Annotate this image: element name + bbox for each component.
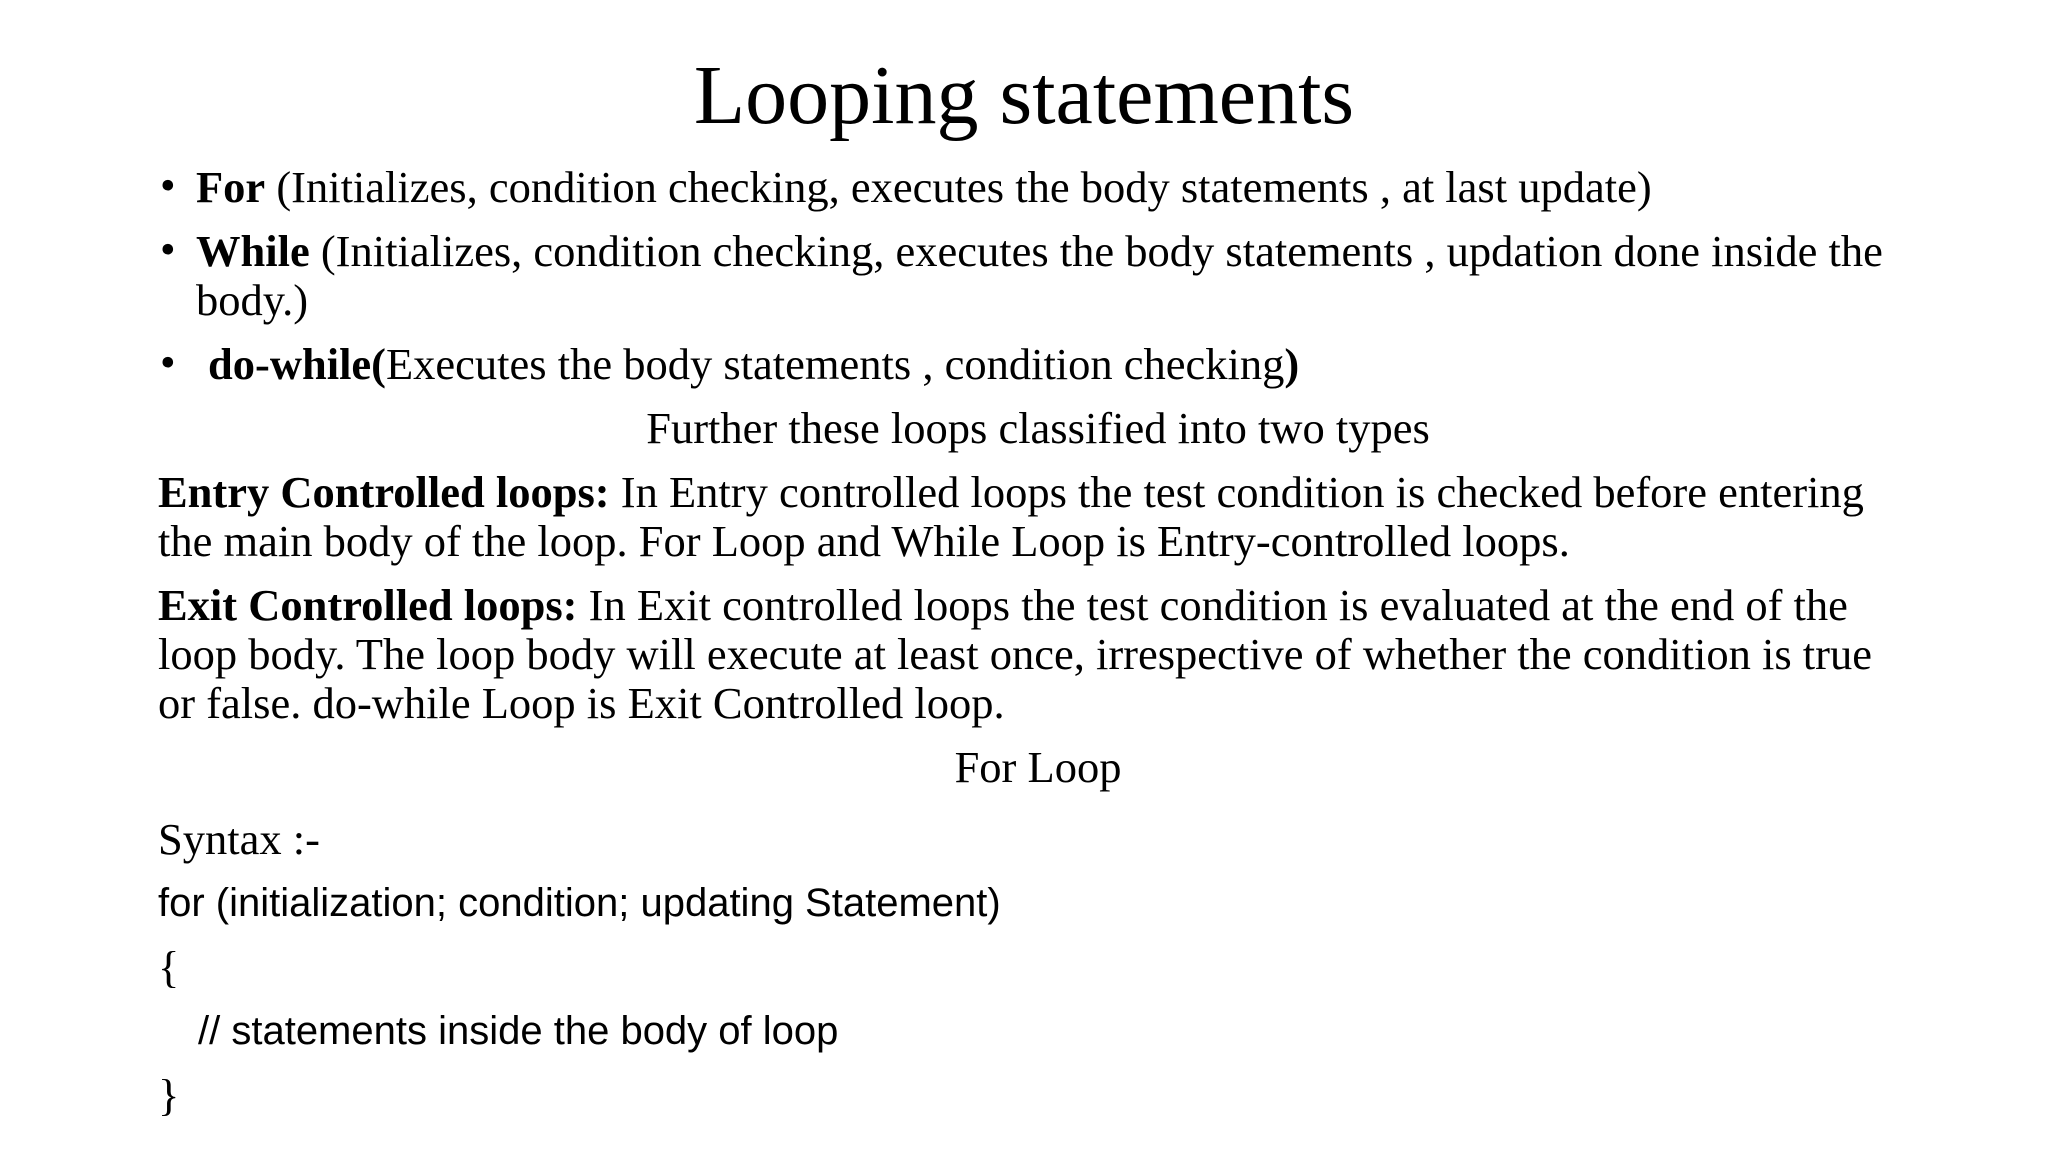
- exit-controlled-paragraph: [158, 581, 1918, 728]
- open-brace: {: [158, 942, 180, 992]
- exit-controlled-term: Exit Controlled loops:: [158, 580, 578, 630]
- list-item-do-while: [158, 337, 1918, 389]
- for-loop-heading: For Loop: [954, 742, 1122, 792]
- bullet-icon: •: [160, 160, 176, 210]
- while-description: (Initializes, condition checking, executes the body statements , updation done inside the body.): [196, 226, 1883, 325]
- entry-controlled-paragraph: [158, 468, 1918, 566]
- list-item-for: [158, 160, 1918, 212]
- entry-controlled-text: In Entry controlled loops the test condition is checked before entering the main body of the loop. For Loop and While Loop is Entry-controlled loops.: [158, 467, 1864, 566]
- slide-title: Looping statements: [693, 49, 1355, 142]
- term-do-while: do-while(: [208, 339, 386, 389]
- classification-subtitle: Further these loops classified into two types: [646, 403, 1430, 453]
- do-while-close-paren: ): [1284, 339, 1300, 389]
- bullet-icon: •: [160, 337, 176, 387]
- term-for: For: [196, 162, 266, 212]
- do-while-description: Executes the body statements , condition checking: [386, 339, 1285, 389]
- bullet-icon: •: [160, 224, 176, 274]
- close-brace: }: [158, 1070, 180, 1120]
- body-comment: // statements inside the body of loop: [198, 1009, 839, 1053]
- entry-controlled-term: Entry Controlled loops:: [158, 467, 610, 517]
- term-while: While: [196, 226, 310, 276]
- loop-types-list: [158, 160, 1918, 389]
- slide-content: [158, 160, 1918, 1127]
- for-description: (Initializes, condition checking, executes the body statements , at last update): [265, 162, 1652, 212]
- syntax-label: Syntax :-: [158, 814, 320, 864]
- list-item-while: [158, 224, 1918, 325]
- for-syntax-line: for (initialization; condition; updating Statement): [158, 881, 1001, 925]
- exit-controlled-text: In Exit controlled loops the test condition is evaluated at the end of the loop body. The loop body will execute at least once, irrespective of whether the condition is true or false. do-while Loop is Exit Controlled loop.: [158, 580, 1872, 728]
